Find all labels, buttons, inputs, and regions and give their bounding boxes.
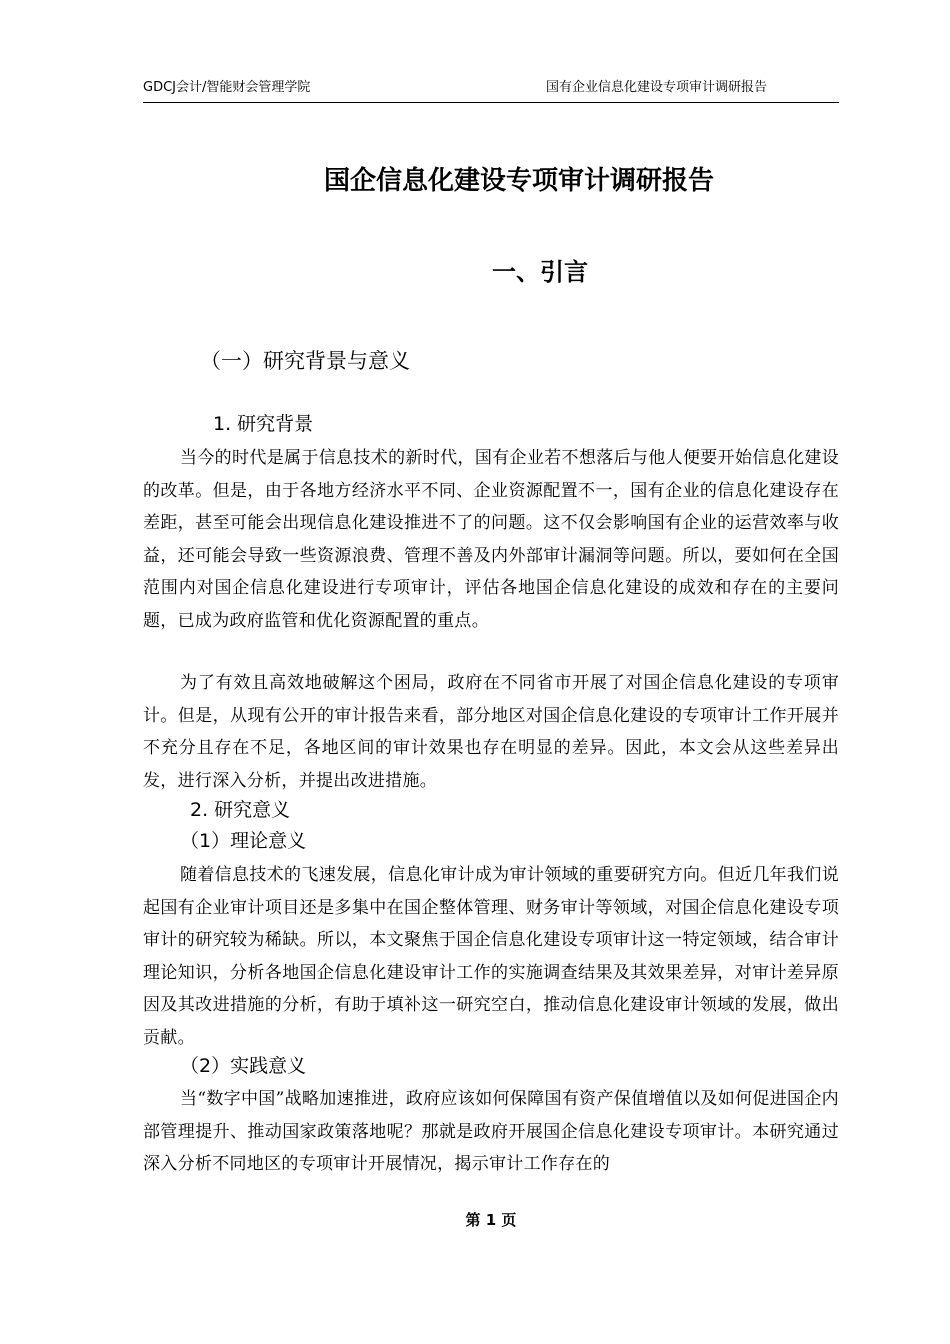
subsection-heading-significance: 2. 研究意义 [190, 799, 291, 821]
subsection-heading-theory: （1）理论意义 [180, 830, 307, 852]
running-header [143, 80, 839, 103]
chapter-heading: 一、引言 [492, 258, 588, 286]
paragraph-theory: 随着信息技术的飞速发展，信息化审计成为审计领域的重要研究方向。但近几年我们说起国有企业审计项目还是多集中在国企整体管理、财务审计等领域，对国企信息化建设专项审计的研究较为稀缺。所以，本文聚焦于国企信息化建设专项审计这一特定领域，结合审计理论知识，分析各地国企信息化建设审计工作的实施调查结果及其效果差异，对审计差异原因及其改进措施的分析，有助于填补这一研究空白，推动信息化建设审计领域的发展，做出贡献。 [143, 865, 839, 1048]
paragraph-background-2: 为了有效且高效地破解这个困局，政府在不同省市开展了对国企信息化建设的专项审计。但是，从现有公开的审计报告来看，部分地区对国企信息化建设的专项审计工作开展并不充分且存在不足，各地区间的审计效果也存在明显的差异。因此，本文会从这些差异出发，进行深入分析，并提出改进措施。 [143, 673, 839, 791]
page-number: 第 1 页 [465, 1211, 517, 1229]
subsection-heading-practice: （2）实践意义 [180, 1055, 307, 1077]
section-heading: （一）研究背景与意义 [200, 349, 410, 373]
header-left-text: GDCJ会计/智能财会管理学院 [143, 80, 311, 95]
subsection-heading-background: 1. 研究背景 [213, 413, 314, 435]
paragraph-background-1: 当今的时代是属于信息技术的新时代，国有企业若不想落后与他人便要开始信息化建设的改革。但是，由于各地方经济水平不同、企业资源配置不一，国有企业的信息化建设存在差距，甚至可能会出现信息化建设推进不了的问题。这不仅会影响国有企业的运营效率与收益，还可能会导致一些资源浪费、管理不善及内外部审计漏洞等问题。所以，要如何在全国范围内对国企信息化建设进行专项审计，评估各地国企信息化建设的成效和存在的主要问题，已成为政府监管和优化资源配置的重点。 [143, 448, 839, 631]
paragraph-practice: 当“数字中国”战略加速推进，政府应该如何保障国有资产保值增值以及如何促进国企内部管理提升、推动国家政策落地呢？那就是政府开展国企信息化建设专项审计。本研究通过深入分析不同地区的专项审计开展情况，揭示审计工作存在的 [143, 1089, 839, 1174]
header-right-text: 国有企业信息化建设专项审计调研报告 [545, 80, 767, 95]
document-title: 国企信息化建设专项审计调研报告 [323, 166, 714, 196]
